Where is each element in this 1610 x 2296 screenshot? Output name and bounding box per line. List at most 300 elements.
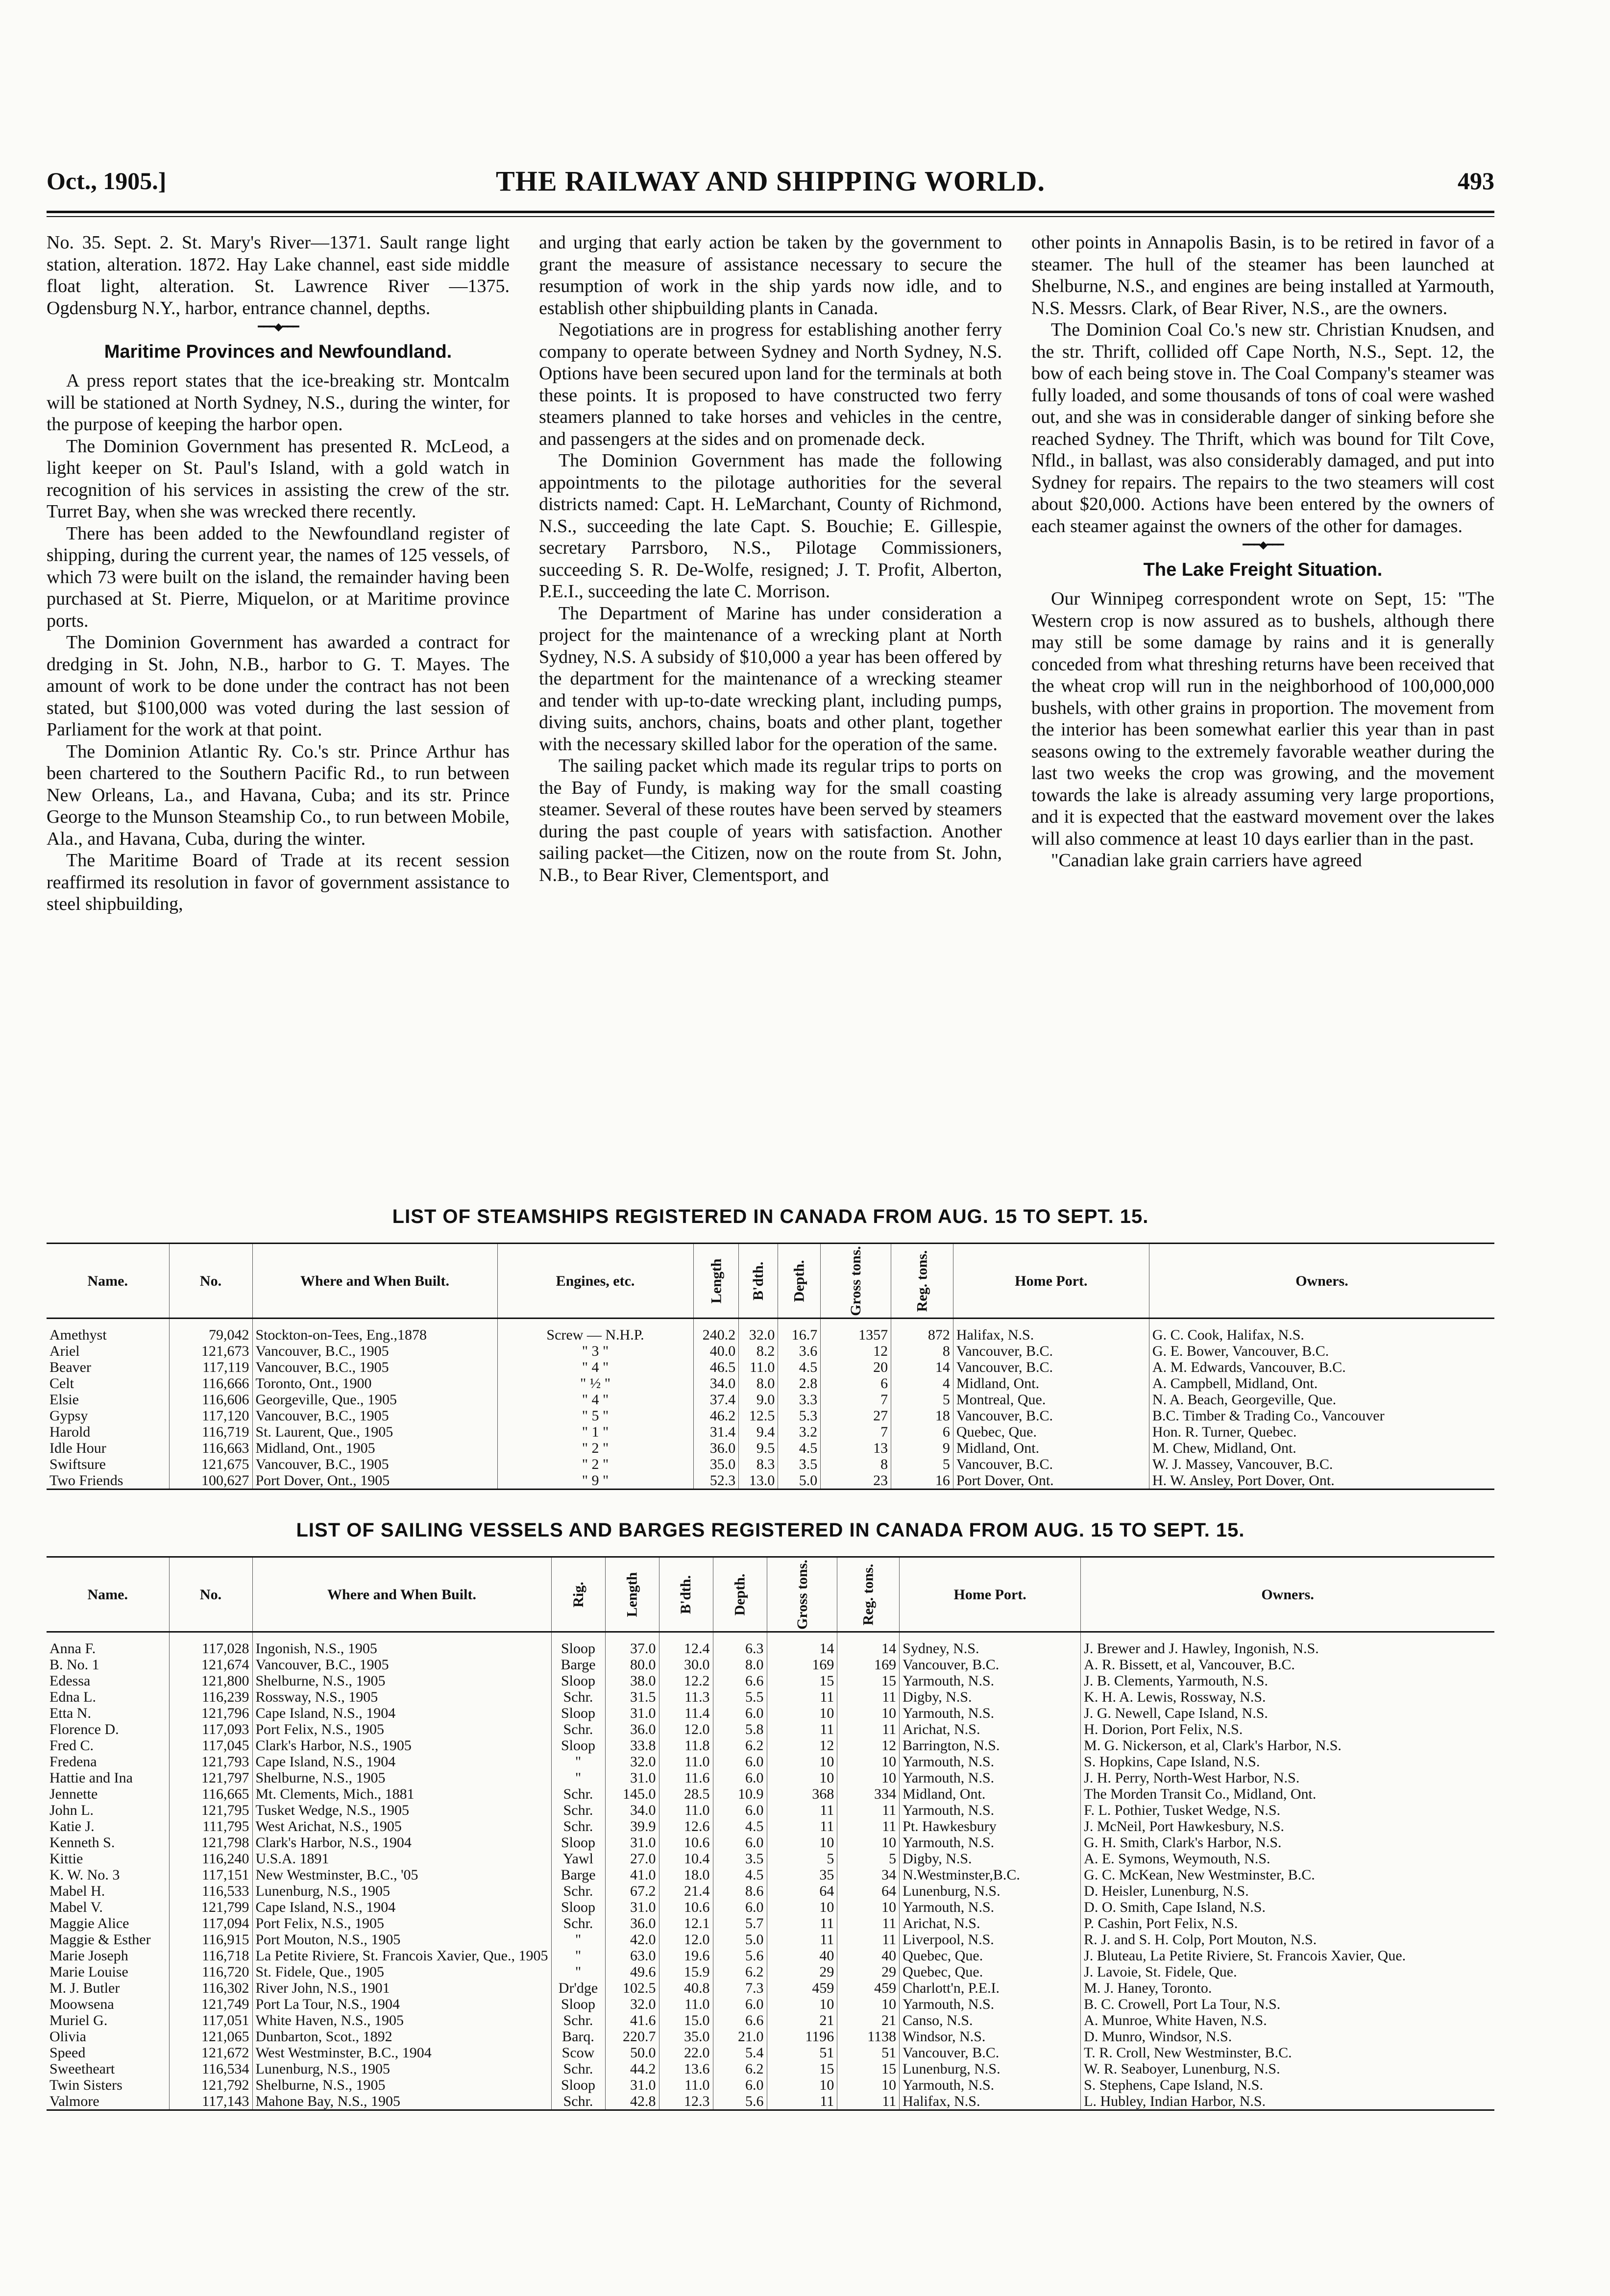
steamships-table (47, 1243, 1494, 1490)
column-header: Name. (47, 1244, 169, 1319)
table-cell: 21.0 (713, 2028, 767, 2045)
column-header: Where and When Built. (252, 1244, 497, 1319)
section-ornament: ━━━◆━━━ (258, 320, 298, 333)
table-cell: 116,718 (169, 1948, 252, 1964)
table-cell: 5 (767, 1851, 837, 1867)
table-cell: Etta N. (49, 1705, 91, 1721)
table-cell: 12 (767, 1737, 837, 1754)
table-cell: M. J. Haney, Toronto. (1081, 1980, 1494, 1996)
table-cell: 10 (837, 1705, 900, 1721)
table-cell: Idle Hour (49, 1440, 106, 1456)
table-cell: Yarmouth, N.S. (900, 1754, 1081, 1770)
table-cell: 35.0 (693, 1456, 739, 1472)
table-cell: " (551, 1964, 605, 1980)
paragraph: There has been added to the Newfoundland register of shipping, during the current year, the names of 125 vessels, of which 73 were built on the island, the remainder having been purchased at St. Pierre, Miquelon, or at Maritime province ports. (47, 523, 510, 631)
table-cell: " 4 " (497, 1392, 693, 1408)
paragraph: The Dominion Government has awarded a contract for dredging in St. John, N.B., harbor to G. T. Mayes. The amount of work to be done under the contract has not been stated, but $100,000 was voted during the last session of Parliament for the work at that point. (47, 632, 510, 740)
table-cell: Yarmouth, N.S. (900, 1673, 1081, 1689)
table-cell: 31.0 (605, 1834, 659, 1851)
table-cell: 6.6 (713, 2012, 767, 2028)
table-cell: Yarmouth, N.S. (900, 1996, 1081, 2012)
table-cell: Lunenburg, N.S., 1905 (252, 1883, 551, 1899)
table-row (47, 1818, 1494, 1834)
table-row (47, 1689, 1494, 1705)
table-cell: P. Cashin, Port Felix, N.S. (1081, 1915, 1494, 1931)
table-row (47, 1343, 1494, 1359)
table-row (47, 1883, 1494, 1899)
table-cell: Fred C. (49, 1737, 94, 1754)
table-cell: Vancouver, B.C., 1905 (252, 1343, 497, 1359)
table-cell: 9 (891, 1440, 953, 1456)
table-cell: 10.9 (713, 1786, 767, 1802)
table-cell: 116,720 (169, 1964, 252, 1980)
table-cell: " 4 " (497, 1359, 693, 1375)
table-cell: 12.0 (659, 1721, 713, 1737)
table-cell: 8.0 (739, 1375, 778, 1392)
table-cell: 31.0 (605, 2077, 659, 2093)
table-cell: 32.0 (605, 1754, 659, 1770)
table-cell: Pt. Hawkesbury (900, 1818, 1081, 1834)
table-cell: K. H. A. Lewis, Rossway, N.S. (1081, 1689, 1494, 1705)
column-header (891, 1244, 953, 1319)
table-cell: B. C. Crowell, Port La Tour, N.S. (1081, 1996, 1494, 2012)
table-cell: 8.2 (739, 1343, 778, 1359)
table-cell: 121,674 (169, 1657, 252, 1673)
table-cell: Schr. (551, 2012, 605, 2028)
table-cell: Schr. (551, 1786, 605, 1802)
table-cell: 49.6 (605, 1964, 659, 1980)
table-cell: Screw — N.H.P. (497, 1319, 693, 1343)
table-cell: S. Stephens, Cape Island, N.S. (1081, 2077, 1494, 2093)
table-cell: 11.6 (659, 1770, 713, 1786)
column-header (821, 1244, 891, 1319)
table-cell: Vancouver, B.C., 1905 (252, 1456, 497, 1472)
table-cell: 11 (837, 1802, 900, 1818)
table-cell: 15 (837, 2061, 900, 2077)
table-cell: 10 (767, 1770, 837, 1786)
table-cell: 12.3 (659, 2093, 713, 2110)
table-cell: 872 (891, 1319, 953, 1343)
table-cell: 117,151 (169, 1867, 252, 1883)
page (47, 167, 1494, 2111)
page-number: 493 (1458, 167, 1494, 195)
table-cell: 6 (891, 1424, 953, 1440)
table-cell: Jennette (49, 1786, 98, 1802)
table-cell: D. Munro, Windsor, N.S. (1081, 2028, 1494, 2045)
table-cell: 6.0 (713, 1899, 767, 1915)
table-cell: " (551, 1754, 605, 1770)
paragraph: other points in Annapolis Basin, is to be retired in favor of a steamer. The hull of the steamer has been launched at Shelburne, N.S., and engines are being installed at Yarmouth, N.S. Messrs. Clark, of Bear River, N.S., are the owners. (1031, 232, 1494, 318)
table-cell: 111,795 (169, 1818, 252, 1834)
header-rule-thin (47, 216, 1494, 217)
table-cell: K. W. No. 3 (49, 1867, 120, 1883)
table-cell: Midland, Ont., 1905 (252, 1440, 497, 1456)
article-columns (47, 232, 1494, 1197)
table-cell: 3.2 (778, 1424, 821, 1440)
issue-date: Oct., 1905.] (47, 167, 167, 195)
table-cell: Sloop (551, 1996, 605, 2012)
table-row (47, 2093, 1494, 2110)
table-cell: 36.0 (605, 1915, 659, 1931)
table-cell: Muriel G. (49, 2012, 108, 2028)
table-cell: 116,666 (169, 1375, 252, 1392)
table-row (47, 1440, 1494, 1456)
table-cell: 15.9 (659, 1964, 713, 1980)
column-header (693, 1244, 739, 1319)
table-cell: Schr. (551, 1818, 605, 1834)
table-cell: 6.3 (713, 1632, 767, 1657)
table-cell: Olivia (49, 2028, 86, 2045)
table-cell: 10 (837, 1834, 900, 1851)
table-cell: 31.0 (605, 1770, 659, 1786)
table-cell: 13.0 (739, 1472, 778, 1490)
table-cell: 10 (837, 1770, 900, 1786)
table-cell: 16.7 (778, 1319, 821, 1343)
table-cell: " 2 " (497, 1456, 693, 1472)
sailing-table (47, 1556, 1494, 2111)
table-cell: St. Fidele, Que., 1905 (252, 1964, 551, 1980)
table-cell: Shelburne, N.S., 1905 (252, 1770, 551, 1786)
table-cell: 11.8 (659, 1737, 713, 1754)
sailing-table-title: LIST OF SAILING VESSELS AND BARGES REGISTERED IN CANADA FROM AUG. 15 TO SEPT. 15. (296, 1519, 1245, 1541)
table-cell: 121,749 (169, 1996, 252, 2012)
table-cell: Sloop (551, 1737, 605, 1754)
table-cell: Harold (49, 1424, 91, 1440)
paragraph: The sailing packet which made its regular trips to ports on the Bay of Fundy, is making way for the small coasting steamer. Several of these routes have been served by steamers during the past couple of years with satisfaction. Another sailing packet—the Citizen, now on the route from St. John, N.B., to Bear River, Clementsport, and (539, 756, 1002, 885)
table-cell: 11 (837, 1818, 900, 1834)
table-cell: 6.0 (713, 1996, 767, 2012)
table-cell: 32.0 (605, 1996, 659, 2012)
table-cell: Cape Island, N.S., 1904 (252, 1899, 551, 1915)
table-cell: 121,675 (169, 1456, 252, 1472)
table-cell: Hattie and Ina (49, 1770, 133, 1786)
table-cell: " 9 " (497, 1472, 693, 1490)
column-header: Home Port. (953, 1244, 1149, 1319)
table-cell: 121,799 (169, 1899, 252, 1915)
table-cell: 12 (837, 1737, 900, 1754)
table-cell: Halifax, N.S. (953, 1319, 1149, 1343)
table-row (47, 1375, 1494, 1392)
column-header-label: B'dth. (678, 1575, 694, 1614)
table-cell: 10.4 (659, 1851, 713, 1867)
table-cell: A. R. Bissett, et al, Vancouver, B.C. (1081, 1657, 1494, 1673)
table-cell: G. E. Bower, Vancouver, B.C. (1149, 1343, 1494, 1359)
table-cell: 67.2 (605, 1883, 659, 1899)
table-body (47, 1319, 1494, 1490)
table-cell: 13.6 (659, 2061, 713, 2077)
table-cell: 11.0 (659, 1802, 713, 1818)
table-cell: 220.7 (605, 2028, 659, 2045)
table-cell: J. Brewer and J. Hawley, Ingonish, N.S. (1081, 1632, 1494, 1657)
table-cell: Georgeville, Que., 1905 (252, 1392, 497, 1408)
table-cell: 51 (837, 2045, 900, 2061)
table-cell: 27 (821, 1408, 891, 1424)
table-cell: 7 (821, 1392, 891, 1408)
table-cell: Vancouver, B.C. (953, 1408, 1149, 1424)
table-cell: 9.0 (739, 1392, 778, 1408)
table-cell: 11 (767, 2093, 837, 2110)
table-cell: 10 (837, 1996, 900, 2012)
table-cell: Toronto, Ont., 1900 (252, 1375, 497, 1392)
table-cell: 11 (767, 1915, 837, 1931)
table-cell: 121,796 (169, 1705, 252, 1721)
table-cell: 12.5 (739, 1408, 778, 1424)
section-heading: Maritime Provinces and Newfoundland. (104, 342, 452, 362)
table-row (47, 1786, 1494, 1802)
table-cell: Quebec, Que. (900, 1948, 1081, 1964)
table-cell: 12.2 (659, 1673, 713, 1689)
table-row (47, 1915, 1494, 1931)
table-cell: 10.6 (659, 1899, 713, 1915)
table-cell: Midland, Ont. (953, 1375, 1149, 1392)
table-cell: 36.0 (693, 1440, 739, 1456)
table-cell: 46.5 (693, 1359, 739, 1375)
table-row (47, 1705, 1494, 1721)
table-cell: 38.0 (605, 1673, 659, 1689)
column-header: No. (169, 1557, 252, 1632)
table-cell: 15 (837, 1673, 900, 1689)
table-cell: 6.6 (713, 1673, 767, 1689)
table-cell: 8 (891, 1343, 953, 1359)
table-row (47, 1632, 1494, 1657)
table-row (47, 1673, 1494, 1689)
table-cell: 116,915 (169, 1931, 252, 1948)
paragraph: No. 35. Sept. 2. St. Mary's River—1371. Sault range light station, alteration. 1872. Hay Lake channel, east side middle float light, alteration. St. Lawrence River —1375. Ogdensburg N.Y., harbor, entrance channel, depths. (47, 232, 510, 318)
table-cell: 117,094 (169, 1915, 252, 1931)
table-cell: Shelburne, N.S., 1905 (252, 2077, 551, 2093)
table-cell: 7.3 (713, 1980, 767, 1996)
column-header (659, 1557, 713, 1632)
table-cell: 4.5 (713, 1867, 767, 1883)
table-cell: U.S.A. 1891 (252, 1851, 551, 1867)
table-cell: H. W. Ansley, Port Dover, Ont. (1149, 1472, 1494, 1490)
table-cell: 42.0 (605, 1931, 659, 1948)
table-cell: Midland, Ont. (900, 1786, 1081, 1802)
table-cell: 31.0 (605, 1899, 659, 1915)
table-cell: 3.6 (778, 1343, 821, 1359)
table-cell: T. R. Croll, New Westminster, B.C. (1081, 2045, 1494, 2061)
table-cell: 31.5 (605, 1689, 659, 1705)
table-cell: Katie J. (49, 1818, 95, 1834)
table-cell: 7 (821, 1424, 891, 1440)
table-cell: " 1 " (497, 1424, 693, 1440)
table-cell: 117,045 (169, 1737, 252, 1754)
table-cell: J. B. Clements, Yarmouth, N.S. (1081, 1673, 1494, 1689)
table-cell: 5.8 (713, 1721, 767, 1737)
table-cell: Yarmouth, N.S. (900, 1899, 1081, 1915)
table-cell: 116,302 (169, 1980, 252, 1996)
table-cell: 10 (837, 1754, 900, 1770)
table-cell: 11 (767, 1721, 837, 1737)
table-cell: Shelburne, N.S., 1905 (252, 1673, 551, 1689)
table-cell: 29 (767, 1964, 837, 1980)
table-cell: W. R. Seaboyer, Lunenburg, N.S. (1081, 2061, 1494, 2077)
table-cell: Schr. (551, 1915, 605, 1931)
table-cell: 29 (837, 1964, 900, 1980)
table-cell: Schr. (551, 1883, 605, 1899)
table-cell: 5.3 (778, 1408, 821, 1424)
table-cell: Edna L. (49, 1689, 96, 1705)
table-cell: Twin Sisters (49, 2077, 122, 2093)
table-cell: 6.2 (713, 1737, 767, 1754)
table-cell: Lunenburg, N.S., 1905 (252, 2061, 551, 2077)
table-body (47, 1632, 1494, 2110)
paragraph: The Dominion Coal Co.'s new str. Christian Knudsen, and the str. Thrift, collided off Cape North, N.S., Sept. 12, the bow of each being stove in. The Coal Company's steamer was fully loaded, and some thousands of tons of coal were washed out, and she was in considerable danger of sinking before she reached Sydney. The Thrift, which was bound for Tilt Cove, Nfld., in ballast, was also considerably damaged, and put into Sydney for repairs. The repairs to the two steamers will cost about $20,000. Actions have been entered by the owners of each steamer against the owners of the other for damages. (1031, 319, 1494, 537)
table-cell: Charlott'n, P.E.I. (900, 1980, 1081, 1996)
table-cell: 116,533 (169, 1883, 252, 1899)
table-cell: 11 (837, 2093, 900, 2110)
column-header (837, 1557, 900, 1632)
table-cell: 3.5 (778, 1456, 821, 1472)
table-cell: 27.0 (605, 1851, 659, 1867)
table-cell: Halifax, N.S. (900, 2093, 1081, 2110)
table-cell: Sloop (551, 1632, 605, 1657)
table-cell: 12.4 (659, 1632, 713, 1657)
paragraph: and urging that early action be taken by the government to grant the measure of assistance necessary to secure the resumption of work in the ship yards now idle, and to establish other shipbuilding plants in Canada. (539, 232, 1002, 318)
column-header: No. (169, 1244, 252, 1319)
table-row (47, 1408, 1494, 1424)
table-cell: 12 (821, 1343, 891, 1359)
table-cell: Barge (551, 1657, 605, 1673)
table-cell: 39.9 (605, 1818, 659, 1834)
table-cell: 5.5 (713, 1689, 767, 1705)
table-cell: 11 (767, 1802, 837, 1818)
table-row (47, 1424, 1494, 1440)
column-header (739, 1244, 778, 1319)
table-cell: 8.6 (713, 1883, 767, 1899)
table-cell: Ariel (49, 1343, 80, 1359)
table-cell: 51 (767, 2045, 837, 2061)
table-cell: Canso, N.S. (900, 2012, 1081, 2028)
table-cell: Lunenburg, N.S. (900, 2061, 1081, 2077)
column-header (551, 1557, 605, 1632)
table-row (47, 1867, 1494, 1883)
table-cell: 121,672 (169, 2045, 252, 2061)
table-cell: Fredena (49, 1754, 97, 1770)
table-cell: 15 (767, 1673, 837, 1689)
table-cell: B. No. 1 (49, 1657, 99, 1673)
table-cell: 1357 (821, 1319, 891, 1343)
table-row (47, 2028, 1494, 2045)
table-cell: 121,797 (169, 1770, 252, 1786)
table-cell: Sloop (551, 1673, 605, 1689)
table-cell: Amethyst (49, 1327, 107, 1343)
table-cell: R. J. and S. H. Colp, Port Mouton, N.S. (1081, 1931, 1494, 1948)
table-cell: Sydney, N.S. (900, 1632, 1081, 1657)
table-cell: 5 (891, 1456, 953, 1472)
table-cell: 40 (837, 1948, 900, 1964)
table-cell: Edessa (49, 1673, 91, 1689)
column-header-label: Rig. (570, 1581, 586, 1608)
column-3 (1031, 232, 1494, 1197)
table-cell: 10 (767, 1899, 837, 1915)
column-header (778, 1244, 821, 1319)
table-row (47, 1392, 1494, 1408)
column-header-label: Length (707, 1258, 724, 1303)
table-cell: 21.4 (659, 1883, 713, 1899)
table-cell: New Westminster, B.C., '05 (252, 1867, 551, 1883)
table-cell: 5.6 (713, 1948, 767, 1964)
table-cell: 117,119 (169, 1359, 252, 1375)
table-cell: Clark's Harbor, N.S., 1904 (252, 1834, 551, 1851)
table-cell: Elsie (49, 1392, 79, 1408)
table-cell: 6.0 (713, 1705, 767, 1721)
table-cell: 145.0 (605, 1786, 659, 1802)
table-cell: G. C. McKean, New Westminster, B.C. (1081, 1867, 1494, 1883)
table-cell: 34 (837, 1867, 900, 1883)
table-cell: 15 (767, 2061, 837, 2077)
table-row (47, 1721, 1494, 1737)
table-cell: 169 (767, 1657, 837, 1673)
table-row (47, 2061, 1494, 2077)
table-cell: 11 (837, 1915, 900, 1931)
table-row (47, 1996, 1494, 2012)
table-cell: 50.0 (605, 2045, 659, 2061)
table-cell: 41.0 (605, 1867, 659, 1883)
table-cell: 6.2 (713, 2061, 767, 2077)
table-cell: 10 (767, 1996, 837, 2012)
table-cell: 11 (767, 1931, 837, 1948)
table-cell: Yarmouth, N.S. (900, 1834, 1081, 1851)
table-cell: 10.6 (659, 1834, 713, 1851)
steamships-table-title: LIST OF STEAMSHIPS REGISTERED IN CANADA FROM AUG. 15 TO SEPT. 15. (392, 1206, 1149, 1227)
table-cell: Barq. (551, 2028, 605, 2045)
column-header: Owners. (1081, 1557, 1494, 1632)
table-row (47, 1980, 1494, 1996)
table-cell: 121,792 (169, 2077, 252, 2093)
table-cell: 11 (837, 1689, 900, 1705)
table-cell: N. A. Beach, Georgeville, Que. (1149, 1392, 1494, 1408)
paragraph: The Maritime Board of Trade at its recent session reaffirmed its resolution in favor of government assistance to steel shipbuilding, (47, 850, 510, 914)
table-cell: Marie Louise (49, 1964, 128, 1980)
table-cell: 31.0 (605, 1705, 659, 1721)
table-row (47, 1964, 1494, 1980)
paragraph: The Dominion Government has made the following appointments to the pilotage authorities for the several districts named: Capt. H. LeMarchant, County of Richmond, N.S., succeeding the late Capt. S. Bouchie; E. Gillespie, secretary Parrsboro, N.S., Pilotage Commissioners, succeeding S. R. De-Wolfe, resigned; J. T. Profit, Alberton, P.E.I., succeeding the late C. Morrison. (539, 450, 1002, 602)
table-cell: Vancouver, B.C. (953, 1359, 1149, 1375)
table-cell: 14 (837, 1632, 900, 1657)
table-cell: 22.0 (659, 2045, 713, 2061)
table-cell: Swiftsure (49, 1456, 106, 1472)
table-cell: 28.5 (659, 1786, 713, 1802)
table-cell: 64 (767, 1883, 837, 1899)
table-cell: 100,627 (169, 1472, 252, 1490)
table-cell: 6.0 (713, 2077, 767, 2093)
table-cell: J. Lavoie, St. Fidele, Que. (1081, 1964, 1494, 1980)
table-cell: 64 (837, 1883, 900, 1899)
journal-title: THE RAILWAY AND SHIPPING WORLD. (496, 165, 1045, 197)
table-cell: 116,663 (169, 1440, 252, 1456)
table-cell: 35 (767, 1867, 837, 1883)
table-cell: 240.2 (693, 1319, 739, 1343)
table-cell: 11 (767, 1689, 837, 1705)
table-cell: Stockton-on-Tees, Eng.,1878 (252, 1319, 497, 1343)
table-cell: 11.0 (739, 1359, 778, 1375)
paragraph: The Department of Marine has under consideration a project for the maintenance of a wrecking plant at North Sydney, N.S. A subsidy of $10,000 a year has been offered by the department for the maintenance of a wrecking steamer and tender with up-to-date wrecking plant, including pumps, diving suits, anchors, chains, boats and other plant, together with the necessary skilled labor for the operation of the same. (539, 603, 1002, 755)
table-cell: Tusket Wedge, N.S., 1905 (252, 1802, 551, 1818)
table-cell: La Petite Riviere, St. Francois Xavier, Que., 1905 (252, 1948, 551, 1964)
table-cell: Barrington, N.S. (900, 1737, 1081, 1754)
table-cell: 11 (837, 1721, 900, 1737)
table-cell: Lunenburg, N.S. (900, 1883, 1081, 1899)
table-cell: 121,800 (169, 1673, 252, 1689)
table-row (47, 1931, 1494, 1948)
table-cell: 36.0 (605, 1721, 659, 1737)
table-cell: Gypsy (49, 1408, 88, 1424)
column-header-label: Depth. (791, 1260, 807, 1302)
table-cell: M. G. Nickerson, et al, Clark's Harbor, N.S. (1081, 1737, 1494, 1754)
table-cell: Windsor, N.S. (900, 2028, 1081, 2045)
paragraph: The Dominion Government has presented R. McLeod, a light keeper on St. Paul's Island, with a gold watch in recognition of his services in assisting the crew of the str. Turret Bay, when she was wrecked there recently. (47, 436, 510, 522)
